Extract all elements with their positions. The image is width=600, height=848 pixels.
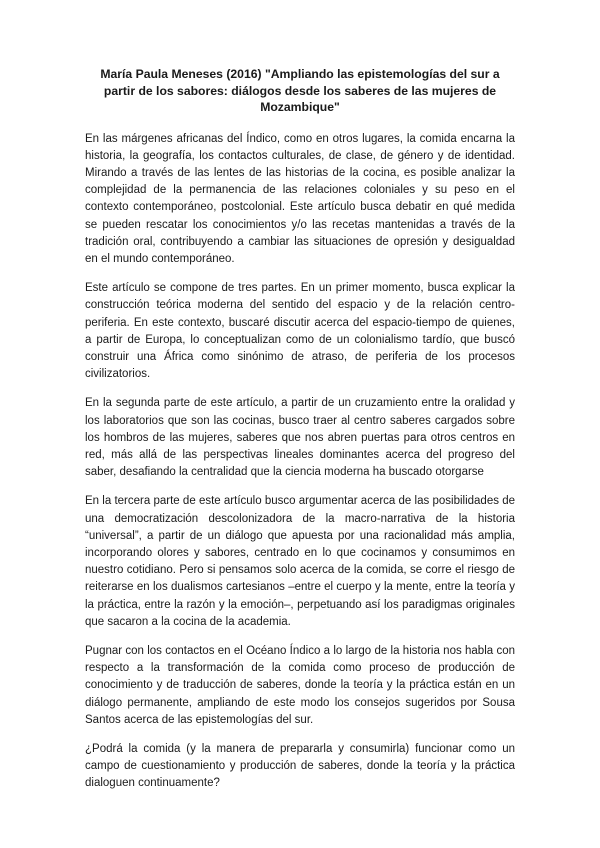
document-page — [85, 66, 515, 805]
paragraph-intro: En las márgenes africanas del Índico, como en otros lugares, la comida encarna la historia, la geografía, los contactos culturales, de clase, de género y de identidad. Mirando a través de las lentes de las historias de la cocina, es posible analizar la complejidad de la permanencia de las relaciones coloniales y su peso en el contexto contemporáneo, postcolonial. Este artículo busca debatir en qué medida se pueden rescatar los conocimientos y/o las recetas mantenidas a través de la tradición oral, contribuyendo a cambiar las situaciones de opresión y desigualdad en el mundo contemporáneo. — [85, 132, 515, 265]
paragraph-second-part: En la segunda parte de este artículo, a partir de un cruzamiento entre la oralidad y los laboratorios que son las cocinas, busco traer al centro saberes cargados sobre los hombros de las mujeres, saberes que nos abren puertas para otros centros en red, más allá de las perspectivas lineales dominantes acerca del progreso del saber, desafiando la centralidad que la ciencia moderna ha buscado otorgarse — [85, 397, 515, 479]
paragraph-question: ¿Podrá la comida (y la manera de prepararla y consumirla) funcionar como un campo de cuestionamiento y producción de saberes, donde la teoría y la práctica dialoguen continuamente? — [85, 743, 515, 790]
paragraph-structure: Este artículo se compone de tres partes. En un primer momento, busca explicar la construcción teórica moderna del sentido del espacio y de la relación centro-periferia. En este contexto, buscaré discutir acerca del espacio-tiempo de quienes, a partir de Europa, lo conceptualizan como de un colonialismo tardío, que buscó construir una África como sinónimo de atraso, de periferia de los procesos civilizatorios. — [85, 282, 515, 381]
paragraph-third-part: En la tercera parte de este artículo busco argumentar acerca de las posibilidades de una democratización descolonizadora de la macro-narrativa de la historia “universal”, a partir de un diálogo que apuesta por una racionalidad más amplia, incorporando olores y sabores, centrado en lo que cocinamos y consumimos en nuestro cotidiano. Pero si pensamos solo acerca de la comida, se corre el riesgo de reiterarse en los dualismos cartesianos –entre el cuerpo y la mente, entre la teoría y la práctica, entre la razón y la emoción–, perpetuando así los paradigmas originales que sacaron a la cocina de la academia. — [85, 495, 515, 628]
document-title: María Paula Meneses (2016) "Ampliando las epistemologías del sur a partir de los sabores: diálogos desde los saberes de las mujeres de Mozambique" — [100, 67, 500, 114]
paragraph-indian-ocean: Pugnar con los contactos en el Océano Índico a lo largo de la historia nos habla con respecto a la transformación de la comida como proceso de producción de conocimiento y de traducción de saberes, donde la teoría y la práctica están en un diálogo permanente, ampliando de este modo los consejos sugeridos por Sousa Santos acerca de las epistemologías del sur. — [85, 644, 515, 726]
